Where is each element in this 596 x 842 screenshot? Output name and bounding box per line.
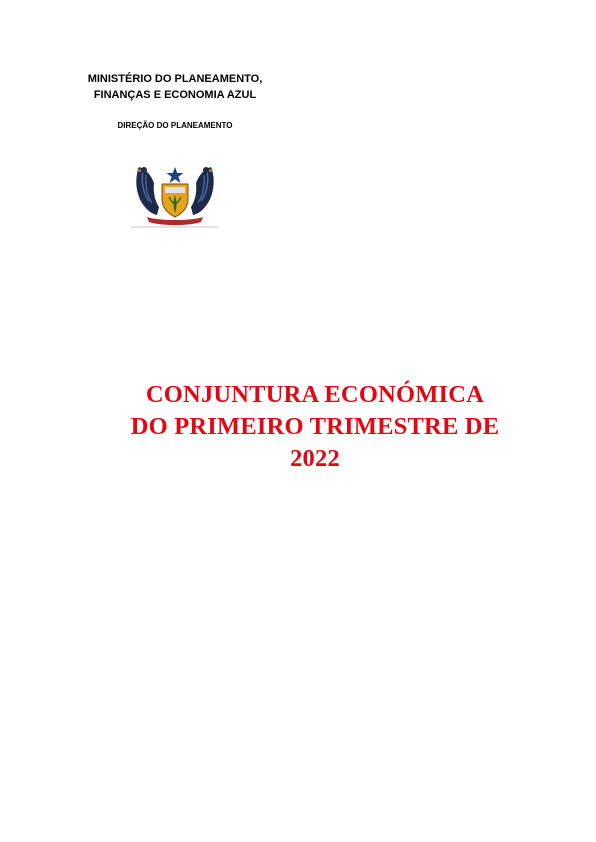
ministry-name <box>60 71 290 103</box>
ministry-line-1: MINISTÉRIO DO PLANEAMENTO, <box>87 73 263 85</box>
title-line-2: DO PRIMEIRO TRIMESTRE DE <box>130 413 500 440</box>
coat-of-arms-icon <box>129 157 221 229</box>
direction-name: DIREÇÃO DO PLANEAMENTO <box>117 121 233 130</box>
title-line-3: 2022 <box>290 445 340 472</box>
ministry-line-2: FINANÇAS E ECONOMIA AZUL <box>93 89 257 101</box>
document-title <box>100 379 530 475</box>
title-line-1: CONJUNTURA ECONÓMICA <box>145 381 485 408</box>
